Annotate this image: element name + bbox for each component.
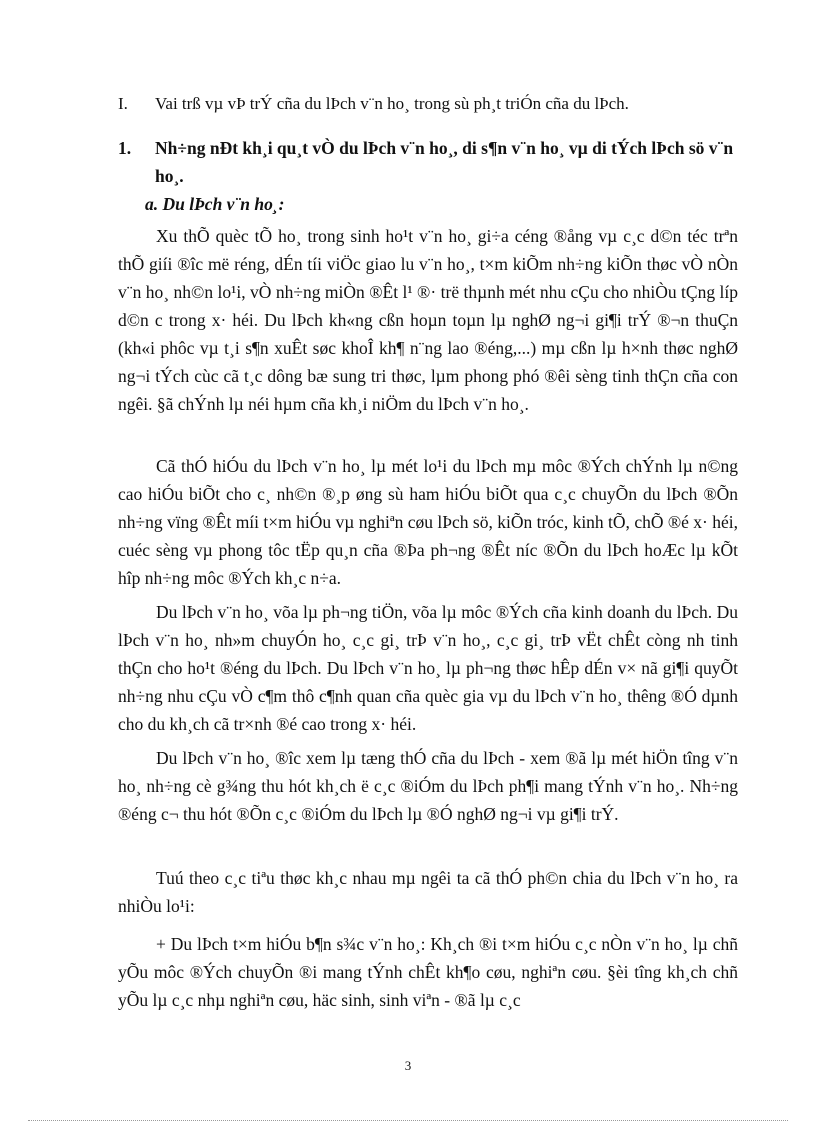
section-heading	[118, 94, 758, 114]
paragraph-1: Xu thÕ quèc tÕ ho¸ trong sinh ho¹t v¨n ho¸ gi÷a céng ®ång vµ c¸c d©n téc trªn thÕ giíi ®îc më réng, dÉn tíi viÖc giao lu v¨n ho¸, t×m kiÕm nh÷ng kiÕn thøc vÒ nÒn v¨n ho¸ nh©n lo¹i, vÒ nh÷ng miÒn ®Êt l¹ ®· trë thµnh mét nhu cÇu cho nhiÒu tÇng líp d©n c trong x· héi. Du lÞch kh«ng cßn hoµn toµn lµ nghØ ng¬i gi¶i trÝ ®¬n thuÇn (kh«i phôc vµ t¸i s¶n xuÊt søc khoÎ kh¶ n¨ng lao ®éng,...) mµ cßn lµ h×nh thøc nghØ ng¬i tÝch cùc cã t¸c dông bæ sung tri thøc, lµm phong phó ®êi sèng tinh thÇn cña con ngêi. §ã chÝnh lµ néi hµm cña kh¸i niÖm du lÞch v¨n ho¸.	[118, 226, 738, 414]
subsection-title: Nh÷ng nÐt kh¸i qu¸t vÒ du lÞch v¨n ho¸, di s¶n v¨n ho¸ vµ di tÝch lÞch sö v¨n ho¸.	[155, 138, 734, 186]
paragraph-6: + Du lÞch t×m hiÓu b¶n s¾c v¨n ho¸: Kh¸ch ®i t×m hiÓu c¸c nÒn v¨n ho¸ lµ chñ yÕu môc ®Ých chuyÕn ®i mang tÝnh chÊt kh¶o cøu, nghiªn cøu. §èi tîng kh¸ch chñ yÕu lµ c¸c nhµ nghiªn cøu, häc sinh, sinh viªn - ®ã lµ c¸c	[118, 934, 738, 1010]
subsection-number: 1.	[118, 138, 132, 158]
sub-heading: a. Du lÞch v¨n ho¸:	[145, 194, 285, 214]
page-number: 3	[404, 1058, 412, 1073]
paragraph-3: Du lÞch v¨n ho¸ võa lµ ph¬ng tiÖn, võa lµ môc ®Ých cña kinh doanh du lÞch. Du lÞch v¨n ho¸ nh»m chuyÓn ho¸ c¸c gi¸ trÞ v¨n ho¸, c¸c gi¸ trÞ vËt chÊt còng nh tinh thÇn cho ho¹t ®éng du lÞch. Du lÞch v¨n ho¸ lµ ph¬ng thøc hÊp dÉn v× nã gi¶i quyÕt nh÷ng nhu cÇu vÒ c¶m thô c¶nh quan cña quèc gia vµ du lÞch v¨n ho¸ thêng ®Ó dµnh cho du kh¸ch cã tr×nh ®é cao trong x· héi.	[118, 602, 738, 734]
section-title: Vai trß vµ vÞ trÝ cña du lÞch v¨n ho¸ trong sù ph¸t triÓn cña du lÞch.	[155, 94, 629, 113]
section-number: I.	[118, 94, 128, 113]
footer-divider	[28, 1120, 788, 1121]
paragraph-4: Du lÞch v¨n ho¸ ®îc xem lµ tæng thÓ cña du lÞch - xem ®ã lµ mét hiÖn tîng v¨n ho¸ nh÷ng cè g¾ng thu hót kh¸ch ë c¸c ®iÓm du lÞch ph¶i mang tÝnh v¨n ho¸. Nh÷ng ®éng c¬ thu hót ®Õn c¸c ®iÓm du lÞch lµ ®Ó nghØ ng¬i vµ gi¶i trÝ.	[118, 748, 738, 824]
subsection-heading	[118, 134, 748, 190]
paragraph-2: Cã thÓ hiÓu du lÞch v¨n ho¸ lµ mét lo¹i du lÞch mµ môc ®Ých chÝnh lµ n©ng cao hiÓu biÕt cho c¸ nh©n ®¸p øng sù ham hiÓu biÕt qua c¸c chuyÕn du lÞch ®Õn nh÷ng vïng ®Êt míi t×m hiÓu vµ nghiªn cøu lÞch sö, kiÕn tróc, kinh tÕ, chÕ ®é x· héi, cuéc sèng vµ phong tôc tËp qu¸n cña ®Þa ph¬ng ®Êt níc ®Õn du lÞch hoÆc lµ kÕt hîp nh÷ng môc ®Ých kh¸c n÷a.	[118, 456, 738, 588]
paragraph-5: Tuú theo c¸c tiªu thøc kh¸c nhau mµ ngêi ta cã thÓ ph©n chia du lÞch v¨n ho¸ ra nhiÒu lo¹i:	[118, 868, 738, 916]
